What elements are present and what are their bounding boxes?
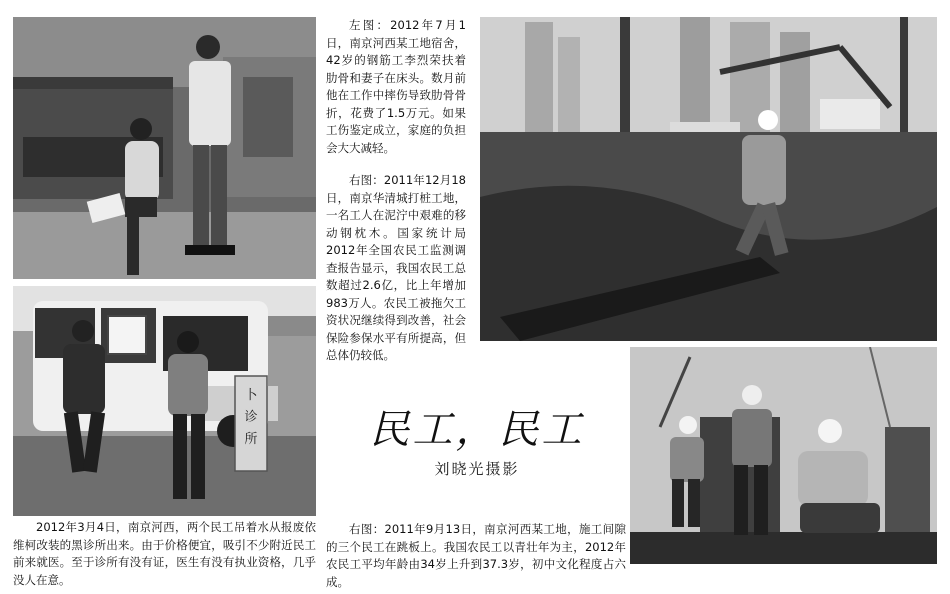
caption-rest bbox=[326, 521, 626, 591]
photo-dormitory bbox=[13, 17, 316, 279]
svg-text:所: 所 bbox=[244, 432, 258, 447]
caption-dorm: 左图：2012年7月1日，南京河西某工地宿舍，42岁的钢筋工李烈荣扶着肋骨和妻子在床头。数月前他在工作中摔伤导致肋骨骨折，花费了1.5万元。如果工伤鉴定成立，家庭的负担会大大减轻。 bbox=[326, 18, 466, 155]
photo-clinic-van bbox=[13, 286, 316, 516]
caption-piling: 右图：2011年12月18日，南京华清城打桩工地，一名工人在泥泞中艰难的移动钢枕木。国家统计局2012年全国农民工监测调查报告显示，我国农民工总数超过2.6亿，比上年增加983万人。农民工被拖欠工资状况继续得到改善，社会保险参保水平有所提高，但总体仍较低。 bbox=[326, 173, 466, 362]
photo-workers-resting bbox=[630, 347, 937, 564]
caption-clinic-text: 2012年3月4日，南京河西，两个民工吊着水从报废依维柯改装的黑诊所出来。由于价格便宜，吸引不少附近民工前来就医。至于诊所有没有证，医生有没有执业资格，几乎没人在意。 bbox=[13, 520, 316, 587]
photo-piling-site bbox=[480, 17, 937, 341]
caption-clinic bbox=[13, 519, 316, 589]
clinic-sign-text: 卜 bbox=[244, 388, 258, 403]
caption-column bbox=[326, 17, 466, 380]
photographer-byline: 刘晓光摄影 bbox=[434, 460, 520, 478]
caption-rest-text: 右图：2011年9月13日，南京河西某工地，施工间隙的三个民工在跳板上。我国农民工以青壮年为主，2012年农民工平均年龄由34岁上升到37.3岁，初中文化程度占六成。 bbox=[326, 522, 626, 589]
svg-text:诊: 诊 bbox=[244, 410, 258, 425]
page-title: 民工，民工 bbox=[369, 407, 585, 453]
